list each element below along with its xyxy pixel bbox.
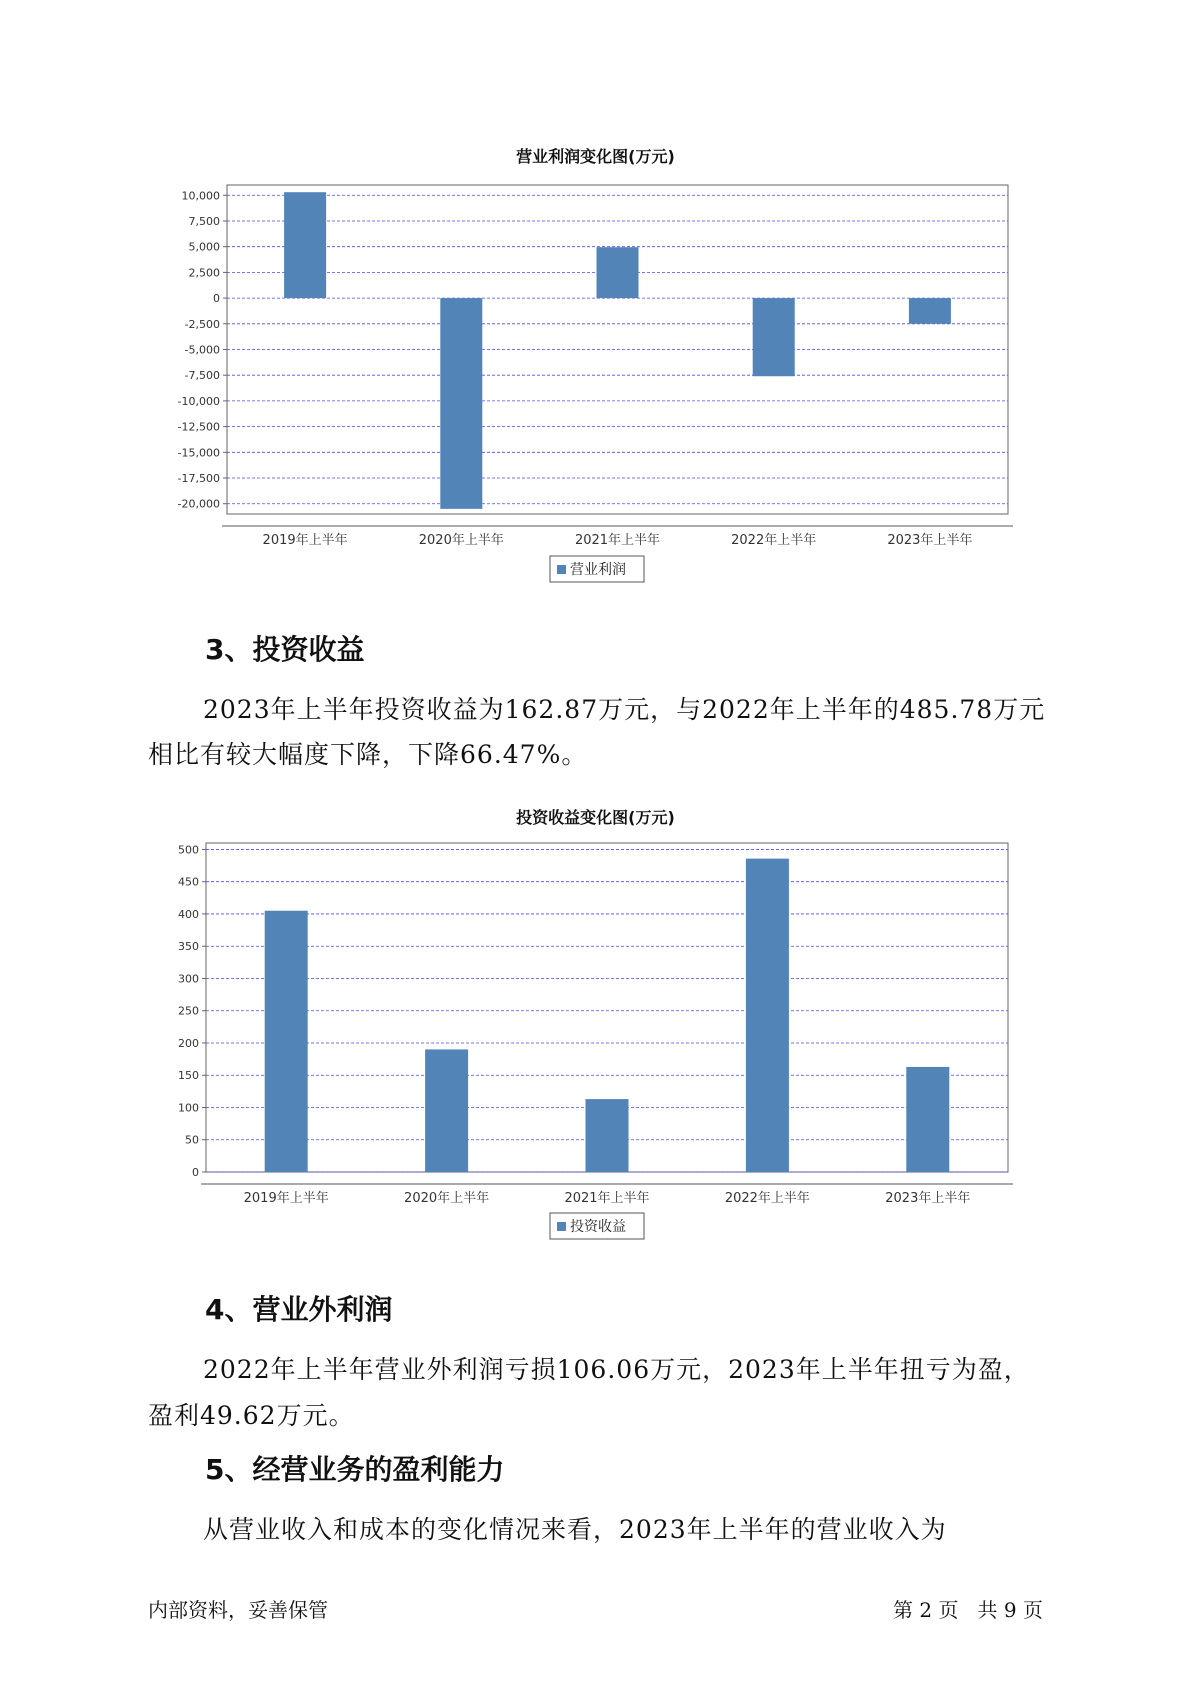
section3-line1: 2023年上半年投资收益为162.87万元，与2022年上半年的485.78万元 bbox=[203, 695, 1046, 724]
footer-confidential: 内部资料，妥善保管 bbox=[148, 1598, 328, 1622]
footer-page-number: 第 2 页 共 9 页 bbox=[893, 1598, 1043, 1622]
legend-swatch bbox=[557, 565, 566, 574]
section3-line2: 相比有较大幅度下降，下降66.47%。 bbox=[148, 740, 588, 769]
y-tick-label: 0 bbox=[192, 1166, 199, 1179]
y-tick-label: 200 bbox=[178, 1036, 199, 1050]
y-tick-label: -17,500 bbox=[177, 472, 220, 486]
y-tick-label: 2,500 bbox=[188, 266, 220, 280]
bar bbox=[425, 1049, 468, 1172]
x-tick-label: 2019年上半年 bbox=[262, 533, 348, 548]
y-tick-label: 0 bbox=[213, 292, 220, 306]
operating-profit-chart bbox=[0, 0, 1191, 600]
x-tick-label: 2021年上半年 bbox=[564, 1191, 650, 1206]
y-tick-label: 250 bbox=[178, 1004, 199, 1018]
legend-label: 营业利润 bbox=[570, 562, 626, 578]
y-tick-label: 400 bbox=[178, 907, 199, 921]
y-tick-label: -7,500 bbox=[184, 369, 220, 383]
y-tick-label: -5,000 bbox=[184, 343, 220, 357]
y-tick-label: 300 bbox=[178, 972, 199, 986]
section5-heading: 5、经营业务的盈利能力 bbox=[205, 1453, 505, 1486]
chart2-title: 投资收益变化图(万元) bbox=[516, 808, 675, 827]
section5-line1: 从营业收入和成本的变化情况来看，2023年上半年的营业收入为 bbox=[203, 1515, 947, 1544]
bar bbox=[597, 247, 639, 298]
section4-line2: 盈利49.62万元。 bbox=[148, 1401, 355, 1430]
section4-heading: 4、营业外利润 bbox=[205, 1293, 393, 1326]
y-tick-label: -12,500 bbox=[177, 420, 220, 434]
bar bbox=[440, 298, 482, 509]
bar bbox=[284, 192, 326, 298]
y-tick-label: -20,000 bbox=[177, 497, 220, 511]
bar bbox=[909, 298, 951, 324]
bar bbox=[746, 859, 789, 1172]
x-tick-label: 2023年上半年 bbox=[885, 1191, 971, 1206]
x-tick-label: 2022年上半年 bbox=[731, 533, 817, 548]
x-tick-label: 2022年上半年 bbox=[724, 1191, 810, 1206]
y-tick-label: -2,500 bbox=[184, 317, 220, 331]
legend-swatch bbox=[557, 1222, 566, 1231]
bar bbox=[753, 298, 795, 376]
y-tick-label: 10,000 bbox=[181, 189, 220, 203]
y-tick-label: 100 bbox=[178, 1101, 199, 1115]
x-tick-label: 2020年上半年 bbox=[418, 533, 504, 548]
x-tick-label: 2021年上半年 bbox=[574, 533, 661, 548]
x-tick-label: 2023年上半年 bbox=[887, 533, 973, 548]
bar bbox=[906, 1067, 949, 1172]
legend-label: 投资收益 bbox=[570, 1219, 626, 1235]
y-tick-label: 5,000 bbox=[188, 240, 220, 254]
y-tick-label: 450 bbox=[178, 875, 199, 889]
bar bbox=[586, 1099, 629, 1172]
y-tick-label: 350 bbox=[178, 940, 199, 954]
section3-heading: 3、投资收益 bbox=[205, 633, 365, 666]
y-tick-label: -10,000 bbox=[177, 394, 220, 408]
y-tick-label: 7,500 bbox=[188, 214, 220, 228]
chart1-title: 营业利润变化图(万元) bbox=[516, 147, 675, 166]
x-tick-label: 2019年上半年 bbox=[243, 1191, 329, 1206]
bar bbox=[265, 911, 308, 1172]
section4-line1: 2022年上半年营业外利润亏损106.06万元，2023年上半年扭亏为盈， bbox=[203, 1355, 1030, 1384]
y-tick-label: 50 bbox=[185, 1133, 199, 1147]
investment-income-chart bbox=[0, 820, 1191, 1240]
y-tick-label: -15,000 bbox=[177, 446, 220, 460]
y-tick-label: 150 bbox=[178, 1069, 199, 1083]
y-tick-label: 500 bbox=[178, 843, 199, 857]
x-tick-label: 2020年上半年 bbox=[404, 1191, 490, 1206]
